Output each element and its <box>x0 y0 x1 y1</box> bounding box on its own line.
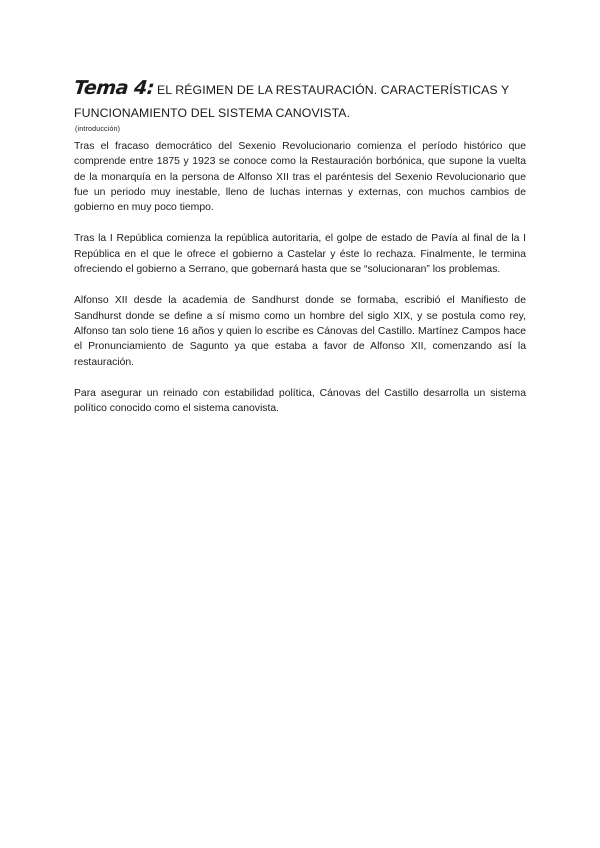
title-line-2: FUNCIONAMIENTO DEL SISTEMA CANOVISTA. <box>74 106 351 120</box>
paragraph-1: Tras el fracaso democrático del Sexenio Revolucionario comienza el período histórico que comprende entre 1875 y 1923 se conoce como la Restauración borbónica, que supone la vuelta de la monarquía en la persona de Alfonso XII tras el paréntesis del Sexenio Revolucionario que fue un periodo muy inestable, lleno de luchas internas y externas, con muchos cambios de gobierno en muy poco tiempo. <box>74 141 526 214</box>
document-title <box>74 76 526 102</box>
intro-label: (introducción) <box>75 126 121 133</box>
title-line-1: EL RÉGIMEN DE LA RESTAURACIÓN. CARACTERÍSTICAS Y <box>156 83 510 97</box>
paragraph-3: Alfonso XII desde la academia de Sandhurst donde se formaba, escribió el Manifiesto de Sandhurst donde se define a sí mismo como un hombre del siglo XIX, y se postula como rey, Alfonso tan solo tiene 16 años y quien lo escribe es Cánovas del Castillo. Martínez Campos hace el Pronunciamiento de Sagunto ya que estaba a favor de Alfonso XII, comenzando así la restauración. <box>74 295 526 368</box>
document-content <box>74 76 526 432</box>
tema-label: Tema 4: <box>72 77 156 99</box>
paragraph-4: Para asegurar un reinado con estabilidad política, Cánovas del Castillo desarrolla un sistema político conocido como el sistema canovista. <box>74 387 526 415</box>
paragraph-2: Tras la I República comienza la república autoritaria, el golpe de estado de Pavía al final de la I República en el que le ofrece el gobierno a Castelar y éste lo rechaza. Finalmente, le termina ofreciendo el gobierno a Serrano, que gobernará hasta que se “solucionaran” los problemas. <box>74 233 526 276</box>
